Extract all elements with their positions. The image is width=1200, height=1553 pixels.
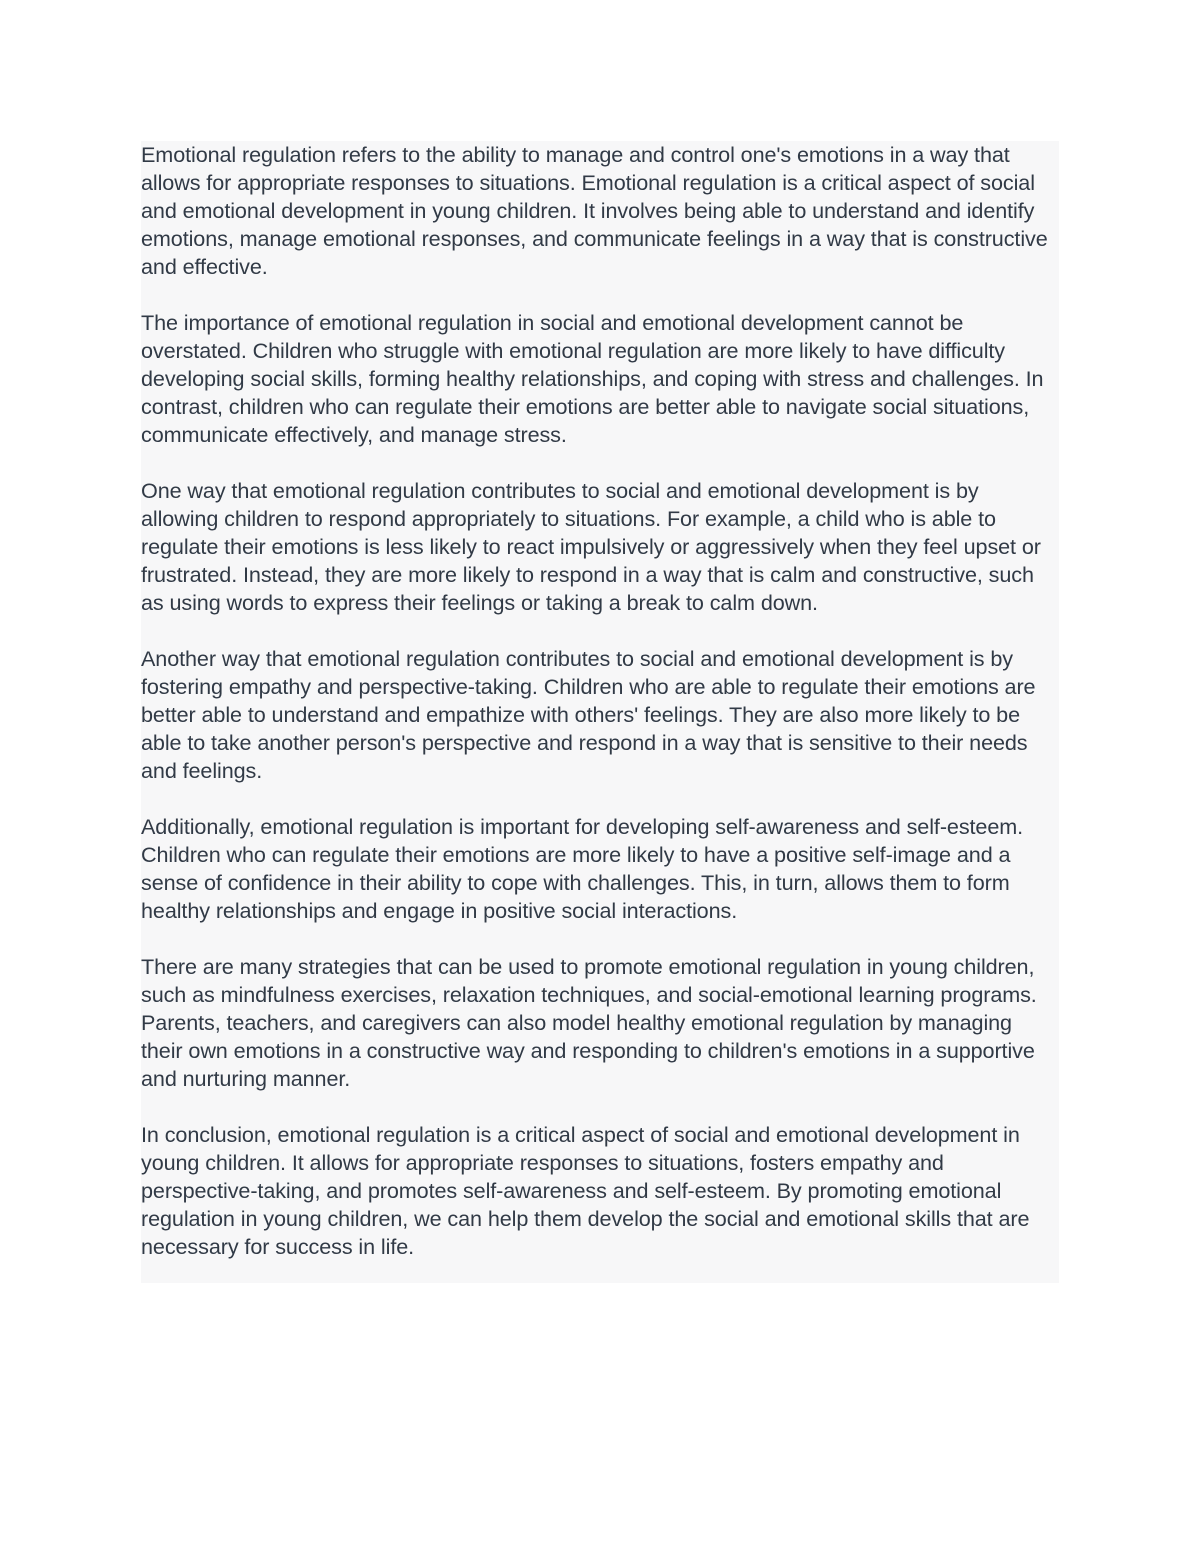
paragraph-empathy: Another way that emotional regulation contributes to social and emotional development is by fostering empathy and perspective-taking. Children who are able to regulate their emotions are better able to understand and empathize with others' feelings. They are also more likely to be able to take another person's perspective and respond in a way that is sensitive to their needs and feelings. bbox=[141, 646, 1036, 783]
paragraph-conclusion: In conclusion, emotional regulation is a critical aspect of social and emotional development in young children. It allows for appropriate responses to situations, fosters empathy and perspective-taking, and promotes self-awareness and self-esteem. By promoting emotional regulation in young children, we can help them develop the social and emotional skills that are necessary for success in life. bbox=[141, 1122, 1030, 1259]
paragraph-responding: One way that emotional regulation contributes to social and emotional development is by allowing children to respond appropriately to situations. For example, a child who is able to regulate their emotions is less likely to react impulsively or aggressively when they feel upset or frustrated. Instead, they are more likely to respond in a way that is calm and constructive, such as using words to express their feelings or taking a break to calm down. bbox=[141, 478, 1041, 615]
paragraph-self-awareness: Additionally, emotional regulation is important for developing self-awareness and self-esteem. Children who can regulate their emotions are more likely to have a positive self-image and a sense of confidence in their ability to cope with challenges. This, in turn, allows them to form healthy relationships and engage in positive social interactions. bbox=[141, 814, 1024, 923]
paragraph-strategies: There are many strategies that can be used to promote emotional regulation in young children, such as mindfulness exercises, relaxation techniques, and social-emotional learning programs. Parents, teachers, and caregivers can also model healthy emotional regulation by managing their own emotions in a constructive way and responding to children's emotions in a supportive and nurturing manner. bbox=[141, 954, 1037, 1091]
paragraph-intro: Emotional regulation refers to the ability to manage and control one's emotions in a way that allows for appropriate responses to situations. Emotional regulation is a critical aspect of social and emotional development in young children. It involves being able to understand and identify emotions, manage emotional responses, and communicate feelings in a way that is constructive and effective. bbox=[141, 142, 1048, 279]
document-body bbox=[141, 141, 1059, 1283]
paragraph-importance: The importance of emotional regulation in social and emotional development cannot be overstated. Children who struggle with emotional regulation are more likely to have difficulty developing social skills, forming healthy relationships, and coping with stress and challenges. In contrast, children who can regulate their emotions are better able to navigate social situations, communicate effectively, and manage stress. bbox=[141, 310, 1044, 447]
